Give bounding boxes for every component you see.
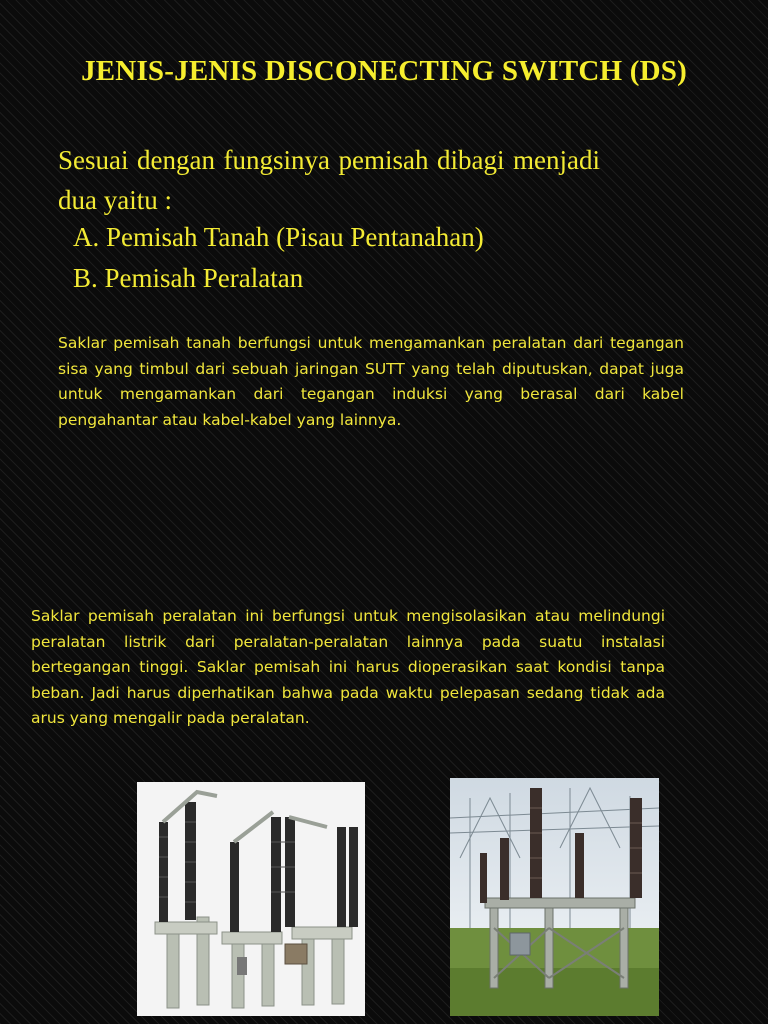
intro-text: Sesuai dengan fungsinya pemisah dibagi menjadi dua yaitu : xyxy=(58,145,600,215)
substation-photo xyxy=(450,778,659,1016)
list-item-pemisah-tanah: A. Pemisah Tanah (Pisau Pentanahan) xyxy=(73,222,484,252)
disconnector-product-image xyxy=(137,782,365,1016)
paragraph-pemisah-peralatan: Saklar pemisah peralatan ini berfungsi untuk mengisolasikan atau melindungi peralatan listrik dari peralatan-peralatan lainnya pada suatu instalasi bertegangan tinggi. Saklar pemisah ini harus dioperasikan saat kondisi tanpa beban. Jadi harus diperhatikan bahwa pada waktu pelepasan sedang tidak ada arus yang mengalir pada peralatan. xyxy=(31,607,665,727)
paragraph-pemisah-tanah: Saklar pemisah tanah berfungsi untuk mengamankan peralatan dari tegangan sisa yang timbul dari sebuah jaringan SUTT yang telah diputuskan, dapat juga untuk mengamankan dari tegangan induksi yang berasal dari kabel pengahantar atau kabel-kabel yang lainnya. xyxy=(58,334,684,429)
list-item-pemisah-peralatan: B. Pemisah Peralatan xyxy=(73,263,304,293)
slide-title: JENIS-JENIS DISCONECTING SWITCH (DS) xyxy=(81,55,687,87)
